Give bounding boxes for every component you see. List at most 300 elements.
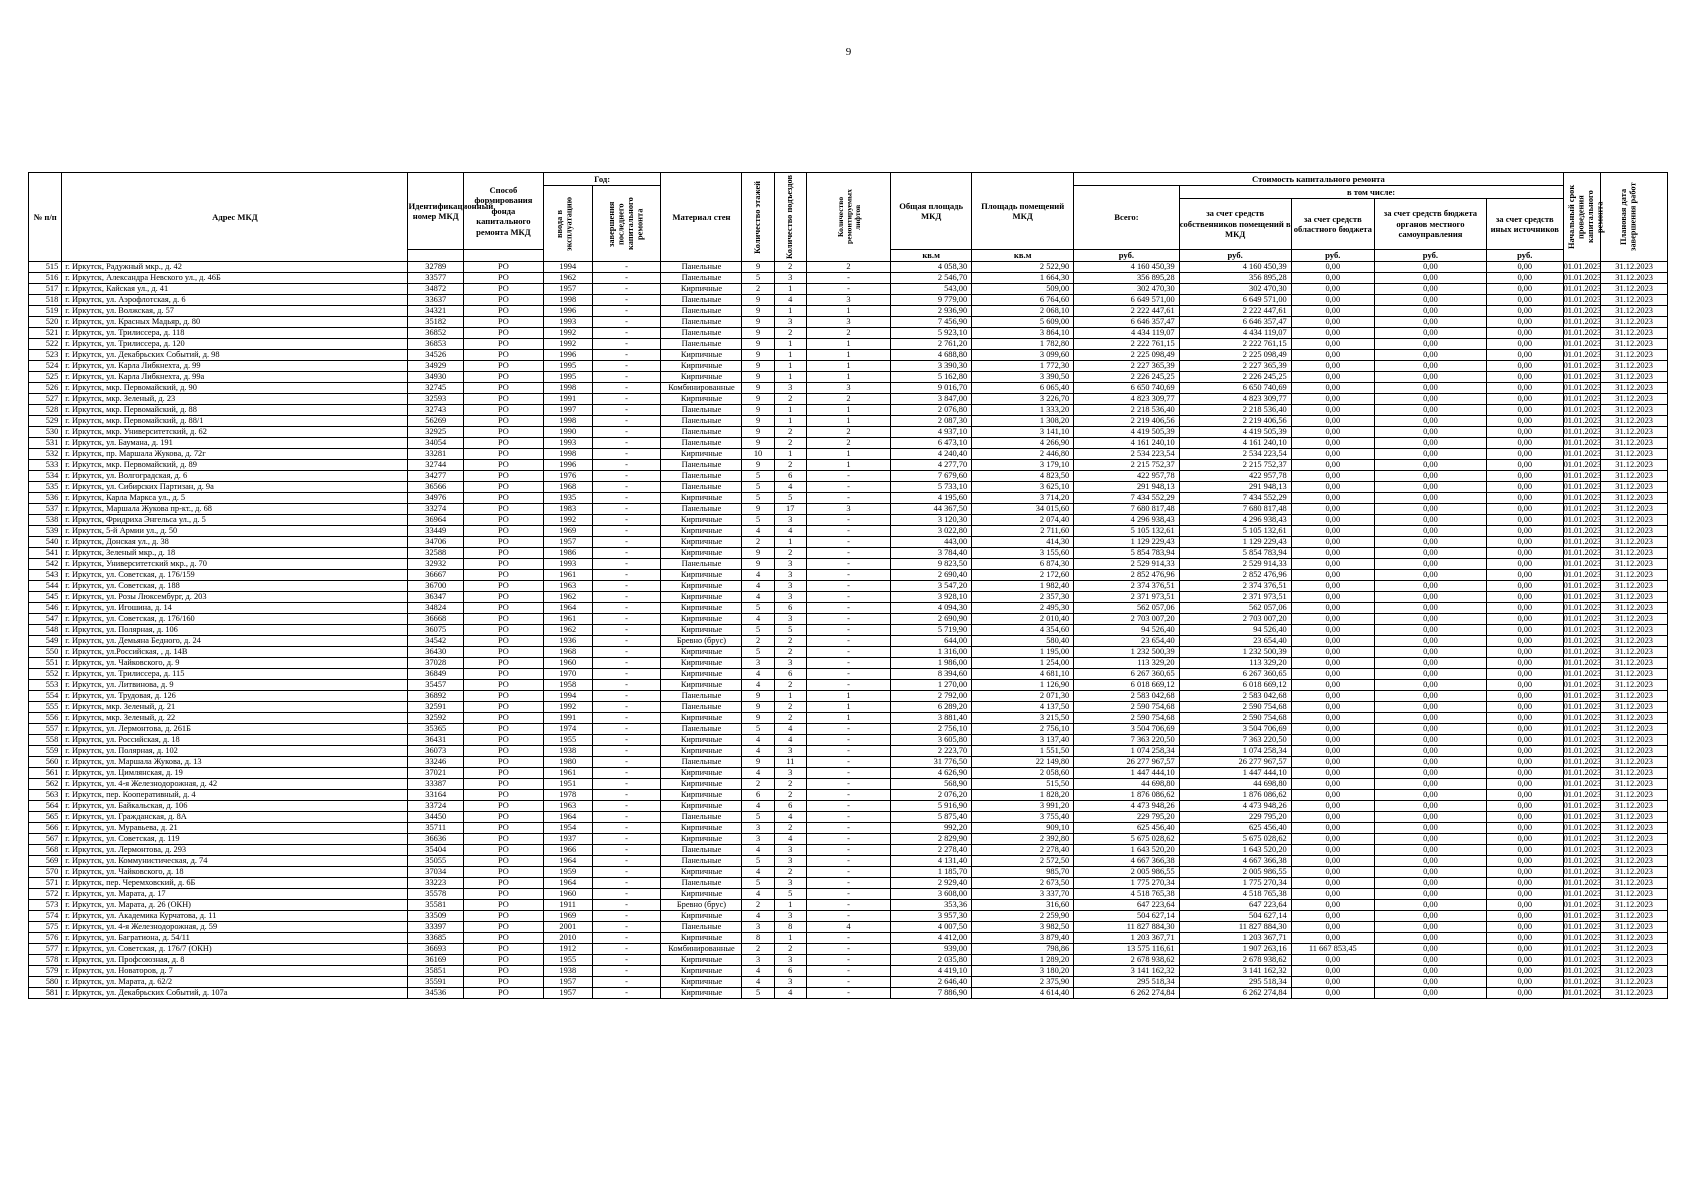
address-cell: г. Иркутск, ул. Волжская, д. 57 (62, 306, 408, 317)
elevators-cell: - (806, 537, 890, 548)
end-date-cell: 31.12.2023 (1601, 284, 1668, 295)
start-date-cell: 01.01.2023 (1563, 636, 1602, 645)
elevators-cell: - (806, 867, 890, 878)
cost-local-cell: 0,00 (1374, 548, 1486, 559)
elevators-cell: - (806, 581, 890, 592)
floors-cell: 4 (742, 570, 774, 581)
cost-total-cell: 4 473 948,26 (1074, 801, 1179, 812)
year-commission-cell: 1935 (543, 493, 592, 504)
fund-method-cell: РО (463, 779, 543, 790)
table-row (29, 911, 1668, 922)
end-date-cell: 31.12.2023 (1601, 779, 1668, 790)
mkd-id-cell: 35457 (408, 680, 463, 691)
year-last-repair-cell: - (592, 867, 661, 878)
start-date-cell: 01.01.2023 (1563, 856, 1602, 865)
year-last-repair-cell: - (592, 746, 661, 757)
cost-owners-cell: 6 650 740,69 (1179, 383, 1291, 394)
cost-local-cell: 0,00 (1374, 471, 1486, 482)
table-row (29, 977, 1668, 988)
cost-total-cell: 11 827 884,30 (1074, 922, 1179, 933)
wall-material-cell: Панельные (661, 405, 742, 416)
year-last-repair-cell: - (592, 988, 661, 999)
end-date-cell: 31.12.2023 (1601, 559, 1668, 570)
cost-owners-cell: 94 526,40 (1179, 625, 1291, 636)
row-num-cell: 557 (29, 724, 62, 735)
fund-method-cell: РО (463, 361, 543, 372)
entrances-cell: 5 (774, 493, 806, 504)
cost-local-cell: 0,00 (1374, 900, 1486, 911)
row-num-cell: 543 (29, 570, 62, 581)
elevators-cell: - (806, 471, 890, 482)
cost-local-cell: 0,00 (1374, 757, 1486, 768)
entrances-cell: 3 (774, 911, 806, 922)
floors-cell: 9 (742, 361, 774, 372)
mkd-id-cell: 33397 (408, 922, 463, 933)
mkd-id-cell: 33274 (408, 504, 463, 515)
cost-owners-cell: 4 296 938,43 (1179, 515, 1291, 526)
fund-method-cell: РО (463, 647, 543, 658)
end-date-cell: 31.12.2023 (1601, 317, 1668, 328)
entrances-cell: 5 (774, 625, 806, 636)
cost-regional-cell: 0,00 (1291, 669, 1374, 680)
total-area-cell: 4 626,90 (891, 768, 972, 779)
premises-area-cell: 414,30 (972, 537, 1074, 548)
cost-local-cell: 0,00 (1374, 911, 1486, 922)
year-last-repair-cell: - (592, 878, 661, 889)
cost-local-cell: 0,00 (1374, 702, 1486, 713)
cost-other-cell: 0,00 (1486, 647, 1563, 658)
wall-material-cell: Кирпичные (661, 350, 742, 361)
cost-local-cell: 0,00 (1374, 449, 1486, 460)
cost-owners-cell: 2 371 973,51 (1179, 592, 1291, 603)
col-method-header: Способ формирования фонда капитального ремонта МКД (463, 173, 543, 250)
end-date-cell: 31.12.2023 (1601, 328, 1668, 339)
mkd-id-cell: 34526 (408, 350, 463, 361)
year-last-repair-cell: - (592, 669, 661, 680)
cost-other-cell: 0,00 (1486, 603, 1563, 614)
floors-cell: 9 (742, 438, 774, 449)
row-num-cell: 554 (29, 691, 62, 702)
cost-local-cell: 0,00 (1374, 845, 1486, 856)
elevators-cell: 1 (806, 416, 890, 427)
wall-material-cell: Панельные (661, 262, 742, 273)
year-commission-cell: 1964 (543, 878, 592, 889)
cost-other-cell: 0,00 (1486, 625, 1563, 636)
elevators-cell: - (806, 801, 890, 812)
year-last-repair-cell: - (592, 273, 661, 284)
year-commission-cell: 1998 (543, 383, 592, 394)
col-cost-group-header: Стоимость капитального ремонта (1074, 173, 1563, 186)
cost-total-cell: 1 775 270,34 (1074, 878, 1179, 889)
entrances-cell: 4 (774, 834, 806, 845)
entrances-cell: 3 (774, 592, 806, 603)
year-last-repair-cell: - (592, 977, 661, 988)
cost-other-cell: 0,00 (1486, 592, 1563, 603)
cost-total-cell: 1 643 520,20 (1074, 845, 1179, 856)
floors-cell: 4 (742, 977, 774, 988)
year-last-repair-cell: - (592, 471, 661, 482)
floors-cell: 4 (742, 680, 774, 691)
end-date-cell: 31.12.2023 (1601, 614, 1668, 625)
premises-area-cell: 4 614,40 (972, 988, 1074, 999)
unit-total: руб. (1074, 250, 1179, 262)
floors-cell: 4 (742, 735, 774, 746)
total-area-cell: 3 847,00 (891, 394, 972, 405)
end-date-cell: 31.12.2023 (1601, 702, 1668, 713)
cost-total-cell: 2 534 223,54 (1074, 449, 1179, 460)
start-date-cell: 01.01.2023 (1563, 823, 1602, 832)
start-date-cell: 01.01.2023 (1563, 372, 1602, 381)
total-area-cell: 2 035,80 (891, 955, 972, 966)
cost-regional-cell: 0,00 (1291, 680, 1374, 691)
cost-other-cell: 0,00 (1486, 284, 1563, 295)
cost-owners-cell: 1 203 367,71 (1179, 933, 1291, 944)
fund-method-cell: РО (463, 757, 543, 768)
row-num-cell: 528 (29, 405, 62, 416)
fund-method-cell: РО (463, 933, 543, 944)
table-row (29, 757, 1668, 768)
cost-owners-cell: 11 827 884,30 (1179, 922, 1291, 933)
premises-area-cell: 316,60 (972, 900, 1074, 911)
year-commission-cell: 1957 (543, 537, 592, 548)
premises-area-cell: 6 874,30 (972, 559, 1074, 570)
end-date-cell: 31.12.2023 (1601, 262, 1668, 273)
cost-owners-cell: 2 222 447,61 (1179, 306, 1291, 317)
end-date-cell: 31.12.2023 (1601, 625, 1668, 636)
entrances-cell: 4 (774, 812, 806, 823)
year-commission-cell: 1957 (543, 988, 592, 999)
wall-material-cell: Кирпичные (661, 548, 742, 559)
end-date-cell: 31.12.2023 (1601, 691, 1668, 702)
cost-other-cell: 0,00 (1486, 746, 1563, 757)
col-local-header: за счет средств бюджета органов местного самоуправления (1374, 199, 1486, 250)
year-last-repair-cell: - (592, 482, 661, 493)
table-row (29, 790, 1668, 801)
cost-regional-cell: 0,00 (1291, 911, 1374, 922)
premises-area-cell: 2 495,30 (972, 603, 1074, 614)
cost-other-cell: 0,00 (1486, 559, 1563, 570)
elevators-cell: 1 (806, 449, 890, 460)
total-area-cell: 3 120,30 (891, 515, 972, 526)
start-date-cell: 01.01.2023 (1563, 746, 1602, 755)
mkd-id-cell: 35711 (408, 823, 463, 834)
table-row (29, 438, 1668, 449)
wall-material-cell: Панельные (661, 438, 742, 449)
wall-material-cell: Кирпичные (661, 735, 742, 746)
cost-owners-cell: 44 698,80 (1179, 779, 1291, 790)
floors-cell: 5 (742, 493, 774, 504)
row-num-cell: 574 (29, 911, 62, 922)
wall-material-cell: Кирпичные (661, 966, 742, 977)
row-num-cell: 542 (29, 559, 62, 570)
year-commission-cell: 1993 (543, 438, 592, 449)
total-area-cell: 644,00 (891, 636, 972, 647)
cost-total-cell: 6 262 274,84 (1074, 988, 1179, 999)
address-cell: г. Иркутск, ул. 4-я Железнодорожная, д. 42 (62, 779, 408, 790)
cost-other-cell: 0,00 (1486, 427, 1563, 438)
wall-material-cell: Кирпичные (661, 801, 742, 812)
total-area-cell: 1 316,00 (891, 647, 972, 658)
start-date-cell: 01.01.2023 (1563, 493, 1602, 502)
cost-total-cell: 2 371 973,51 (1074, 592, 1179, 603)
table-row (29, 746, 1668, 757)
end-date-cell: 31.12.2023 (1601, 515, 1668, 526)
address-cell: г. Иркутск, ул. Чайковского, д. 18 (62, 867, 408, 878)
cost-owners-cell: 356 895,28 (1179, 273, 1291, 284)
mkd-id-cell: 32925 (408, 427, 463, 438)
cost-local-cell: 0,00 (1374, 405, 1486, 416)
address-cell: г. Иркутск, Зеленый мкр., д. 18 (62, 548, 408, 559)
cost-other-cell: 0,00 (1486, 394, 1563, 405)
entrances-cell: 3 (774, 273, 806, 284)
cost-total-cell: 2 005 986,55 (1074, 867, 1179, 878)
cost-local-cell: 0,00 (1374, 504, 1486, 515)
year-last-repair-cell: - (592, 955, 661, 966)
premises-area-cell: 2 572,50 (972, 856, 1074, 867)
row-num-cell: 523 (29, 350, 62, 361)
cost-other-cell: 0,00 (1486, 834, 1563, 845)
cost-local-cell: 0,00 (1374, 856, 1486, 867)
floors-cell: 9 (742, 383, 774, 394)
wall-material-cell: Кирпичные (661, 658, 742, 669)
row-num-cell: 516 (29, 273, 62, 284)
mkd-id-cell: 34277 (408, 471, 463, 482)
start-date-cell: 01.01.2023 (1563, 801, 1602, 810)
premises-area-cell: 2 074,40 (972, 515, 1074, 526)
year-last-repair-cell: - (592, 845, 661, 856)
total-area-cell: 4 688,80 (891, 350, 972, 361)
cost-other-cell: 0,00 (1486, 614, 1563, 625)
wall-material-cell: Панельные (661, 460, 742, 471)
fund-method-cell: РО (463, 317, 543, 328)
cost-other-cell: 0,00 (1486, 570, 1563, 581)
premises-area-cell: 2 711,60 (972, 526, 1074, 537)
cost-owners-cell: 1 907 263,16 (1179, 944, 1291, 955)
cost-local-cell: 0,00 (1374, 581, 1486, 592)
table-row (29, 537, 1668, 548)
cost-total-cell: 1 447 444,10 (1074, 768, 1179, 779)
start-date-cell: 01.01.2023 (1563, 768, 1602, 777)
year-last-repair-cell: - (592, 295, 661, 306)
row-num-cell: 518 (29, 295, 62, 306)
table-row (29, 372, 1668, 383)
end-date-cell: 31.12.2023 (1601, 845, 1668, 856)
cost-local-cell: 0,00 (1374, 658, 1486, 669)
cost-local-cell: 0,00 (1374, 372, 1486, 383)
fund-method-cell: РО (463, 614, 543, 625)
cost-owners-cell: 4 518 765,38 (1179, 889, 1291, 900)
col-id-header: Идентификационный номер МКД (408, 173, 463, 250)
year-last-repair-cell: - (592, 647, 661, 658)
table-row (29, 834, 1668, 845)
cost-local-cell: 0,00 (1374, 669, 1486, 680)
year-last-repair-cell: - (592, 680, 661, 691)
floors-cell: 9 (742, 416, 774, 427)
address-cell: г. Иркутск, Университетский мкр., д. 70 (62, 559, 408, 570)
address-cell: г. Иркутск, ул. Гражданская, д. 8А (62, 812, 408, 823)
premises-area-cell: 4 137,50 (972, 702, 1074, 713)
entrances-cell: 1 (774, 691, 806, 702)
address-cell: г. Иркутск, Донская ул., д. 38 (62, 537, 408, 548)
table-row (29, 449, 1668, 460)
address-cell: г. Иркутск, Фридриха Энгельса ул., д. 5 (62, 515, 408, 526)
cost-owners-cell: 7 363 220,50 (1179, 735, 1291, 746)
address-cell: г. Иркутск, ул. Багратиона, д. 54/11 (62, 933, 408, 944)
total-area-cell: 2 690,90 (891, 614, 972, 625)
premises-area-cell: 6 764,60 (972, 295, 1074, 306)
cost-total-cell: 4 823 309,77 (1074, 394, 1179, 405)
table-row (29, 933, 1668, 944)
fund-method-cell: РО (463, 537, 543, 548)
elevators-cell: 1 (806, 691, 890, 702)
end-date-cell: 31.12.2023 (1601, 394, 1668, 405)
address-cell: г. Иркутск, ул. Розы Люксембург, д. 203 (62, 592, 408, 603)
cost-regional-cell: 0,00 (1291, 361, 1374, 372)
year-commission-cell: 1986 (543, 548, 592, 559)
total-area-cell: 2 087,30 (891, 416, 972, 427)
year-last-repair-cell: - (592, 614, 661, 625)
total-area-cell: 2 690,40 (891, 570, 972, 581)
year-commission-cell: 1912 (543, 944, 592, 955)
elevators-cell: 1 (806, 460, 890, 471)
elevators-cell: - (806, 823, 890, 834)
row-num-cell: 539 (29, 526, 62, 537)
cost-total-cell: 13 575 116,61 (1074, 944, 1179, 955)
start-date-cell: 01.01.2023 (1563, 680, 1602, 689)
mkd-id-cell: 34450 (408, 812, 463, 823)
elevators-cell: - (806, 636, 890, 647)
premises-area-cell: 1 195,00 (972, 647, 1074, 658)
start-date-cell: 01.01.2023 (1563, 394, 1602, 403)
total-area-cell: 5 916,90 (891, 801, 972, 812)
elevators-cell: - (806, 988, 890, 999)
fund-method-cell: РО (463, 900, 543, 911)
entrances-cell: 2 (774, 713, 806, 724)
elevators-cell: - (806, 614, 890, 625)
cost-other-cell: 0,00 (1486, 790, 1563, 801)
cost-local-cell: 0,00 (1374, 834, 1486, 845)
year-commission-cell: 1993 (543, 317, 592, 328)
year-commission-cell: 1960 (543, 658, 592, 669)
entrances-cell: 5 (774, 889, 806, 900)
unit-total-area: кв.м (891, 250, 972, 262)
cost-total-cell: 625 456,40 (1074, 823, 1179, 834)
elevators-cell: - (806, 515, 890, 526)
wall-material-cell: Кирпичные (661, 603, 742, 614)
premises-area-cell: 580,40 (972, 636, 1074, 647)
entrances-cell: 1 (774, 306, 806, 317)
mkd-id-cell: 32743 (408, 405, 463, 416)
fund-method-cell: РО (463, 702, 543, 713)
year-commission-cell: 1997 (543, 405, 592, 416)
table-row (29, 768, 1668, 779)
cost-other-cell: 0,00 (1486, 702, 1563, 713)
cost-other-cell: 0,00 (1486, 911, 1563, 922)
elevators-cell: - (806, 757, 890, 768)
year-commission-cell: 1964 (543, 856, 592, 867)
cost-owners-cell: 26 277 967,57 (1179, 757, 1291, 768)
year-last-repair-cell: - (592, 361, 661, 372)
mkd-id-cell: 32592 (408, 713, 463, 724)
start-date-cell: 01.01.2023 (1563, 317, 1602, 326)
floors-cell: 6 (742, 790, 774, 801)
start-date-cell: 01.01.2023 (1563, 966, 1602, 975)
wall-material-cell: Панельные (661, 878, 742, 889)
table-row (29, 592, 1668, 603)
entrances-cell: 1 (774, 350, 806, 361)
fund-method-cell: РО (463, 680, 543, 691)
entrances-cell: 4 (774, 735, 806, 746)
total-area-cell: 31 776,50 (891, 757, 972, 768)
floors-cell: 9 (742, 317, 774, 328)
wall-material-cell: Кирпичные (661, 988, 742, 999)
table-row (29, 988, 1668, 999)
year-commission-cell: 1998 (543, 295, 592, 306)
end-date-cell: 31.12.2023 (1601, 823, 1668, 834)
cost-total-cell: 4 160 450,39 (1074, 262, 1179, 273)
total-area-cell: 9 779,00 (891, 295, 972, 306)
fund-method-cell: РО (463, 460, 543, 471)
year-last-repair-cell: - (592, 537, 661, 548)
row-num-cell: 569 (29, 856, 62, 867)
cost-total-cell: 2 225 098,49 (1074, 350, 1179, 361)
cost-local-cell: 0,00 (1374, 460, 1486, 471)
cost-regional-cell: 0,00 (1291, 493, 1374, 504)
mkd-id-cell: 36347 (408, 592, 463, 603)
floors-cell: 9 (742, 394, 774, 405)
table-row (29, 625, 1668, 636)
cost-local-cell: 0,00 (1374, 526, 1486, 537)
mkd-id-cell: 34976 (408, 493, 463, 504)
cost-other-cell: 0,00 (1486, 801, 1563, 812)
cost-owners-cell: 229 795,20 (1179, 812, 1291, 823)
start-date-cell: 01.01.2023 (1563, 570, 1602, 579)
fund-method-cell: РО (463, 372, 543, 383)
end-date-cell: 31.12.2023 (1601, 977, 1668, 988)
cost-regional-cell: 0,00 (1291, 691, 1374, 702)
total-area-cell: 4 131,40 (891, 856, 972, 867)
address-cell: г. Иркутск, ул. Профсоюзная, д. 8 (62, 955, 408, 966)
fund-method-cell: РО (463, 515, 543, 526)
start-date-cell: 01.01.2023 (1563, 900, 1602, 909)
entrances-cell: 6 (774, 603, 806, 614)
row-num-cell: 556 (29, 713, 62, 724)
fund-method-cell: РО (463, 328, 543, 339)
year-commission-cell: 1938 (543, 966, 592, 977)
premises-area-cell: 2 375,90 (972, 977, 1074, 988)
cost-other-cell: 0,00 (1486, 878, 1563, 889)
start-date-cell: 01.01.2023 (1563, 988, 1602, 997)
total-area-cell: 4 412,00 (891, 933, 972, 944)
row-num-cell: 527 (29, 394, 62, 405)
cost-regional-cell: 0,00 (1291, 658, 1374, 669)
table-row (29, 658, 1668, 669)
premises-area-cell: 2 756,10 (972, 724, 1074, 735)
mkd-id-cell: 36853 (408, 339, 463, 350)
end-date-cell: 31.12.2023 (1601, 438, 1668, 449)
address-cell: г. Иркутск, ул. Новаторов, д. 7 (62, 966, 408, 977)
fund-method-cell: РО (463, 603, 543, 614)
table-row (29, 647, 1668, 658)
start-date-cell: 01.01.2023 (1563, 658, 1602, 667)
total-area-cell: 5 875,40 (891, 812, 972, 823)
year-commission-cell: 2001 (543, 922, 592, 933)
total-area-cell: 4 240,40 (891, 449, 972, 460)
table-row (29, 284, 1668, 295)
year-commission-cell: 1964 (543, 812, 592, 823)
cost-other-cell: 0,00 (1486, 658, 1563, 669)
table-row (29, 339, 1668, 350)
